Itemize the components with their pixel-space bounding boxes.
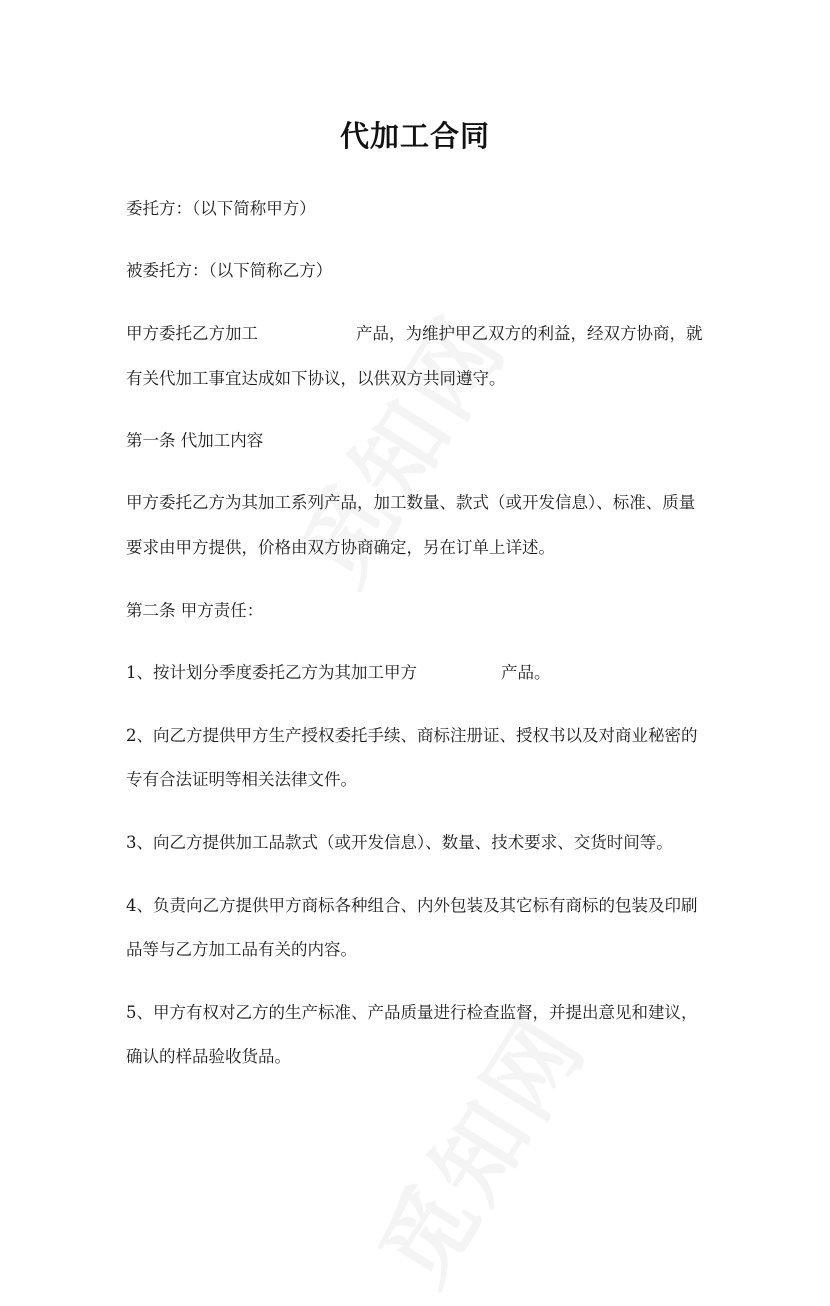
- watermark: [343, 986, 611, 1305]
- intro-paragraph-line: [126, 322, 703, 346]
- intro-paragraph-line: 有关代加工事宜达成如下协议，以供双方共同遵守。: [126, 369, 506, 388]
- clause-4-line: 4、负责向乙方提供甲方商标各种组合、内外包装及其它标有商标的包装及印刷: [126, 896, 698, 915]
- clause-3: 3、向乙方提供加工品款式（或开发信息）、数量、技术要求、交货时间等。: [126, 833, 673, 852]
- clause-5-line: 确认的样品验收货品。: [126, 1047, 291, 1066]
- clause-4-line: 品等与乙方加工品有关的内容。: [126, 940, 357, 959]
- clause-2-line: 专有合法证明等相关法律文件。: [126, 770, 357, 789]
- clause-1-end: 产品。: [501, 663, 551, 682]
- article-2-heading: 第二条 甲方责任：: [126, 601, 264, 620]
- article-1-paragraph-line: 要求由甲方提供，价格由双方协商确定，另在订单上详述。: [126, 538, 555, 557]
- party-a-line: 委托方：（以下简称甲方）: [126, 199, 316, 218]
- clause-1: [126, 661, 551, 685]
- clause-2-line: 2、向乙方提供甲方生产授权委托手续、商标注册证、授权书以及对商业秘密的: [126, 726, 698, 745]
- article-1-paragraph-line: 甲方委托乙方为其加工系列产品，加工数量、款式（或开发信息）、标准、质量: [126, 493, 696, 512]
- article-1-heading: 第一条 代加工内容: [126, 431, 264, 450]
- party-b-line: 被委托方：（以下简称乙方）: [126, 261, 333, 280]
- intro-text-start: 甲方委托乙方加工: [126, 324, 258, 343]
- clause-1-start: 1、按计划分季度委托乙方为其加工甲方: [126, 663, 417, 682]
- document-title: 代加工合同: [339, 119, 490, 153]
- clause-5-line: 5、甲方有权对乙方的生产标准、产品质量进行检查监督，并提出意见和建议，: [126, 1003, 698, 1022]
- intro-text-end: 产品，为维护甲乙双方的利益，经双方协商，就: [356, 324, 703, 343]
